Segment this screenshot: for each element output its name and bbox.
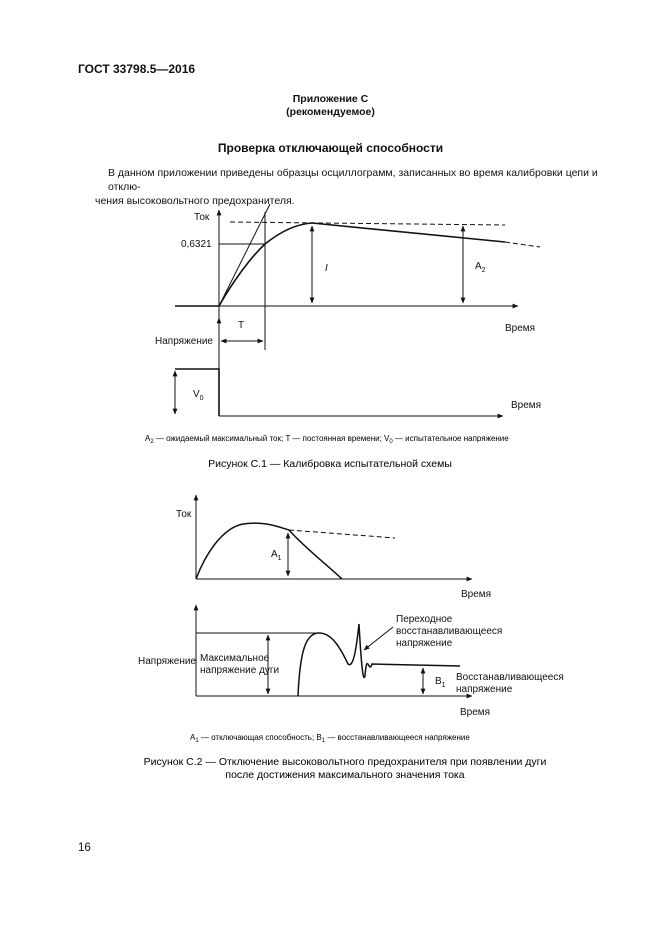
appendix-status: (рекомендуемое) [286, 106, 375, 118]
appendix-title: Приложение С [292, 93, 369, 105]
fig1-V0-label [193, 389, 204, 402]
fig1-voltage-label: Напряжение [155, 336, 213, 347]
fig1-legend-v0-text: — испытательное напряжение [392, 434, 509, 443]
fig2-recovery-line-1: Восстанавливающееся [456, 672, 564, 683]
fig1-legend-a2: A [145, 434, 151, 443]
fig1-V0-main: V [193, 389, 200, 400]
fig2-recovery-line-2: напряжение [456, 684, 513, 695]
fig1-legend-v0-sub: 0 [389, 439, 393, 445]
fig2-dashed-expected [289, 530, 395, 538]
page-number: 16 [78, 842, 91, 854]
fig1-legend-a2-text: — ожидаемый максимальный ток; T — постоянная времени; V [153, 434, 390, 443]
intro-line-1: В данном приложении приведены образцы осциллограмм, записанных во время калибровки цепи и отклю- [108, 167, 598, 193]
fig1-caption: Рисунок С.1 — Калибровка испытательной схемы [208, 458, 452, 470]
fig1-current-label: Ток [194, 212, 210, 223]
fig1-current-curve [175, 223, 505, 306]
fig2-arc-line-1: Максимальное [200, 653, 270, 664]
fig1-V0-sub: 0 [199, 395, 204, 402]
fig1-value-label: 0,6321 [181, 239, 212, 250]
fig2-current-curve [196, 523, 342, 579]
fig1-dashed-tail [505, 242, 540, 247]
fig2-arc-line-2: напряжение дуги [200, 665, 280, 676]
fig1-A2-sub: 2 [481, 267, 486, 274]
fig2-B1-label [435, 676, 446, 689]
fig2-legend-b1-text: — восстанавливающееся напряжение [325, 733, 470, 742]
fig2-B1-main: B [435, 676, 442, 687]
fig2-transient-line-2: восстанавливающееся [396, 626, 503, 637]
fig1-I-label: I [325, 263, 328, 274]
fig2-caption-line-2: после достижения максимального значения тока [225, 769, 465, 781]
fig2-transient-line-3: напряжение [396, 638, 453, 649]
fig2-time-label-top: Время [461, 589, 492, 600]
fig2-transient-line-1: Переходное [396, 614, 453, 625]
document-header: ГОСТ 33798.5—2016 [78, 62, 196, 76]
fig2-legend [190, 733, 470, 744]
fig1-tangent-line [219, 204, 270, 306]
fig2-legend-a1: A [190, 733, 196, 742]
fig1-legend [145, 434, 509, 445]
fig1-dashed-peak-line [230, 222, 505, 225]
fig2-legend-a1-sub: 1 [195, 738, 199, 744]
fig2-caption-line-1: Рисунок С.2 — Отключение высоковольтного предохранителя при появлении дуги [143, 756, 547, 768]
fig2-legend-b1-sub: 1 [321, 738, 326, 744]
fig2-A1-label [271, 549, 282, 562]
fig2-current-label: Ток [176, 509, 192, 520]
fig2-legend-a1-text: — отключающая способность; B [198, 733, 322, 742]
fig1-T-label: T [238, 320, 245, 331]
fig1-A2-main: A [475, 261, 482, 272]
section-title: Проверка отключающей способности [217, 141, 444, 155]
fig1-A2-label [475, 261, 486, 274]
fig2-voltage-label: Напряжение [138, 656, 196, 667]
fig2-A1-main: A [271, 549, 278, 560]
fig2-A1-sub: 1 [277, 555, 282, 562]
fig2-transient-pointer [364, 627, 393, 650]
fig1-time-label-top: Время [505, 323, 536, 334]
fig2-B1-sub: 1 [441, 682, 446, 689]
fig1-legend-a2-sub: 2 [150, 439, 154, 445]
fig2-time-label-bottom: Время [460, 707, 491, 718]
intro-line-2: чения высоковольтного предохранителя. [95, 195, 295, 207]
fig1-time-label-bottom: Время [511, 400, 542, 411]
